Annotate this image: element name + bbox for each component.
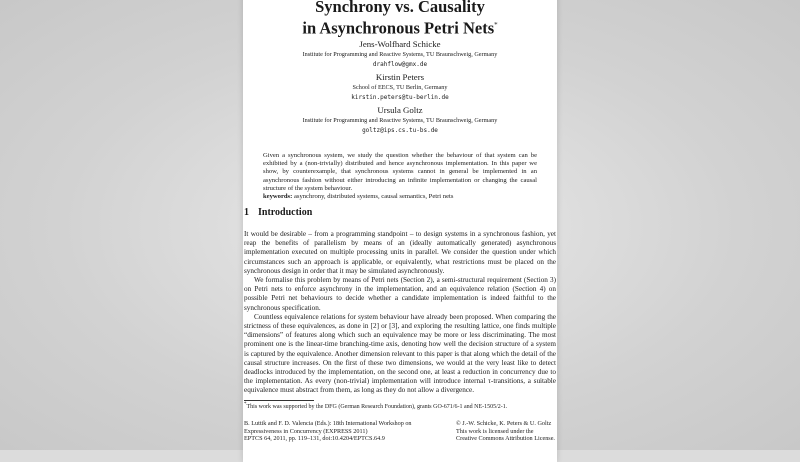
author-email: goltz@ips.cs.tu-bs.de	[362, 127, 438, 134]
footer-line: This work is licensed under the	[456, 427, 534, 435]
abstract-text: Given a synchronous system, we study the question whether the behaviour of that system can be exhibited by a (non-trivially) distributed and hence asynchronous implementation. In this paper we show, by counterexample, that synchronous systems cannot in general be implemented in an asynchronous fashion without either introducing an infinite implementation or changing the causal structure of the system behaviour.	[263, 152, 537, 192]
author-block-3	[243, 105, 557, 134]
title-footnote-mark: *	[494, 21, 498, 29]
footer-line: EPTCS 64, 2011, pp. 119–131, doi:10.4204/EPTCS.64.9	[244, 435, 385, 443]
title-line-1: Synchrony vs. Causality	[315, 0, 485, 16]
author-email: drahflow@gmx.de	[372, 61, 428, 68]
footnote-text: This work was supported by the DFG (German Research Foundation), grants GO-671/6-1 and NE-1505/2-1.	[246, 404, 508, 410]
abstract	[263, 152, 537, 201]
license-info	[456, 420, 556, 443]
author-affiliation: School of EECS, TU Berlin, Germany	[352, 84, 448, 91]
footer-line: Expressiveness in Concurrency (EXPRESS 2011)	[244, 427, 368, 435]
author-name: Jens-Wolfhard Schicke	[359, 39, 441, 49]
section-number: 1	[244, 207, 249, 218]
paragraph: It would be desirable – from a programming standpoint – to design systems in a synchronous fashion, yet reap the benefits of parallelism by means of an (ideally automatically generated) asynchronous implementation executed on multiple processing units in parallel. We consider the question under which circumstances such an approach is applicable, or equivalently, what restrictions must be placed on the synchronous design in order that it may be simulated asynchronously.	[244, 230, 556, 275]
section-heading	[244, 207, 312, 218]
author-block-2	[243, 72, 557, 101]
keywords-text: asynchrony, distributed systems, causal semantics, Petri nets	[293, 193, 454, 201]
paragraph: Countless equivalence relations for system behaviour have already been proposed. When comparing the strictness of these equivalences, as done in [2] or [3], and exploring the resulting lattice, one finds multiple “dimensions” of features along which such an equivalence may be more or less discriminating. The most prominent one is the linear-time branching-time axis, denoting how well the decision structure of a system is captured by the equivalence. Another dimension relevant to this paper is that along which the detail of the causal structure increases. On the first of these two dimensions, we would at the very least like to detect deadlocks introduced by the implementation, on the second one, at least a reduction in concurrency due to the implementation. As every (non-trivial) implementation will introduce internal τ-transitions, a suitable equivalence must abstract from them, as long as they do not allow a divergence.	[244, 312, 556, 395]
body-text	[244, 230, 556, 396]
author-name: Kirstin Peters	[375, 72, 425, 82]
paragraph: We formalise this problem by means of Petri nets (Section 2), a semi-structural requirement (Section 3) on Petri nets to enforce asynchrony in the implementation, and an equivalence relation (Section 4) on possible Petri net behaviours to decide whether a candidate implementation is indeed faithful to the synchronous specification.	[244, 276, 556, 312]
footer-line: B. Luttik and F. D. Valencia (Eds.): 18th International Workshop on	[244, 420, 412, 427]
footnote-mark: *	[244, 402, 247, 407]
author-name: Ursula Goltz	[377, 105, 423, 115]
keywords-label: keywords:	[263, 193, 293, 201]
title-line-2: in Asynchronous Petri Nets*	[302, 18, 498, 38]
publication-info	[244, 420, 444, 443]
paper-page	[243, 0, 557, 462]
section-title: Introduction	[258, 207, 313, 218]
author-affiliation: Institute for Programming and Reactive Systems, TU Braunschweig, Germany	[302, 51, 498, 58]
author-block-1	[243, 39, 557, 68]
footer-line: Creative Commons Attribution License.	[456, 435, 555, 443]
footnote	[244, 401, 556, 411]
author-affiliation: Institute for Programming and Reactive Systems, TU Braunschweig, Germany	[302, 117, 498, 124]
paper-title	[243, 0, 557, 38]
author-email: kirstin.peters@tu-berlin.de	[351, 94, 449, 101]
footer-line: © J.-W. Schicke, K. Peters & U. Goltz	[456, 420, 552, 427]
